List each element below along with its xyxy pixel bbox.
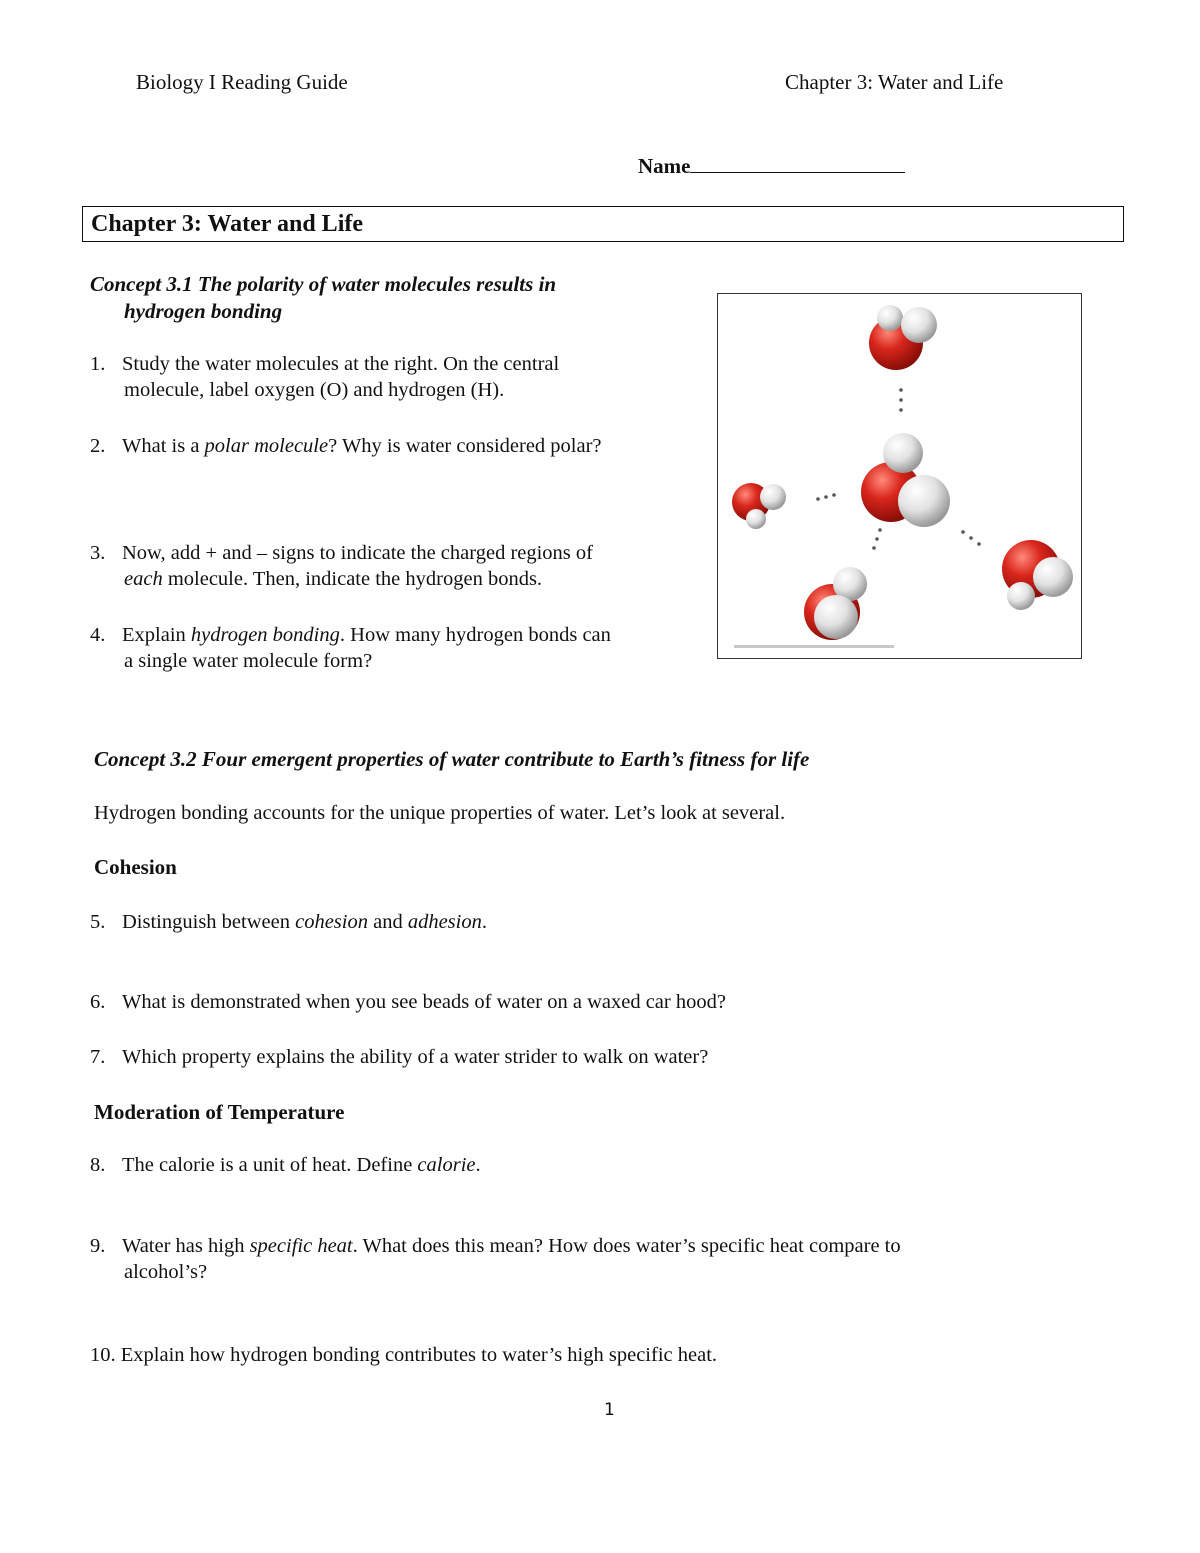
q9-line2: alcohol’s?: [124, 1261, 208, 1283]
q9-term: specific heat: [249, 1235, 353, 1257]
question-5: [90, 911, 487, 934]
question-2: [90, 435, 602, 458]
q3-term: each: [124, 568, 163, 590]
q8-pre: The calorie is a unit of heat. Define: [122, 1154, 418, 1176]
q5-mid: and: [367, 911, 408, 933]
q2-pre: What is a: [122, 435, 205, 457]
water-molecule-central: [861, 433, 950, 527]
header-left: Biology I Reading Guide: [136, 70, 348, 94]
question-7: [90, 1046, 708, 1069]
copyright-line: [734, 645, 894, 648]
q7-number: 7.: [90, 1046, 106, 1068]
q9-pre: Water has high: [122, 1235, 250, 1257]
chapter-title: Chapter 3: Water and Life: [91, 211, 364, 237]
cohesion-heading: Cohesion: [94, 855, 177, 879]
q6-number: 6.: [90, 991, 106, 1013]
water-molecule-right: [1002, 540, 1073, 610]
q3-line2: molecule. Then, indicate the hydrogen bonds.: [162, 568, 543, 590]
hydrogen-bond-dots-top: [899, 388, 903, 412]
hydrogen-bond-dots-bottom: [872, 528, 882, 550]
q4-post: . How many hydrogen bonds can: [339, 624, 611, 646]
q10-text: Explain how hydrogen bonding contributes to water’s high specific heat.: [120, 1344, 718, 1366]
concept-3-1-heading: [90, 272, 556, 324]
q3-line1: Now, add + and – signs to indicate the charged regions of: [122, 542, 593, 564]
q9-post: . What does this mean? How does water’s specific heat compare to: [352, 1235, 901, 1257]
q8-number: 8.: [90, 1154, 106, 1176]
question-1: [90, 353, 559, 402]
q5-pre: Distinguish between: [122, 911, 296, 933]
q4-term: hydrogen bonding: [190, 624, 340, 646]
q3-number: 3.: [90, 542, 106, 564]
q4-number: 4.: [90, 624, 106, 646]
q8-term: calorie: [417, 1154, 476, 1176]
name-blank[interactable]: [690, 152, 905, 173]
question-9: [90, 1235, 901, 1284]
water-molecule-bottom: [804, 567, 867, 640]
question-6: [90, 991, 726, 1014]
q2-number: 2.: [90, 435, 106, 457]
q5-number: 5.: [90, 911, 106, 933]
q6-text: What is demonstrated when you see beads of water on a waxed car hood?: [122, 991, 726, 1013]
water-molecules-illustration: [718, 294, 1081, 658]
question-8: [90, 1154, 481, 1177]
concept-3-1-line2: hydrogen bonding: [124, 299, 283, 323]
page-number: 1: [604, 1400, 615, 1420]
q1-line2: molecule, label oxygen (O) and hydrogen (H).: [124, 379, 505, 401]
question-4: [90, 624, 611, 673]
water-molecules-figure: [717, 293, 1082, 659]
water-molecule-left: [732, 483, 786, 529]
q8-post: .: [475, 1154, 481, 1176]
q2-post: ? Why is water considered polar?: [328, 435, 602, 457]
name-field[interactable]: [638, 152, 905, 179]
concept-3-2-heading: Concept 3.2 Four emergent properties of water contribute to Earth’s fitness for life: [94, 747, 810, 771]
concept-3-1-line1: Concept 3.1 The polarity of water molecules results in: [90, 272, 557, 296]
q5-post: .: [481, 911, 487, 933]
header-right: Chapter 3: Water and Life: [785, 70, 1004, 94]
q5-term2: adhesion: [407, 911, 482, 933]
name-label: Name: [638, 154, 691, 178]
q4-line2: a single water molecule form?: [124, 650, 373, 672]
q1-line1: Study the water molecules at the right. On the central: [122, 353, 560, 375]
intro-text: Hydrogen bonding accounts for the unique properties of water. Let’s look at several.: [94, 802, 786, 824]
q2-term: polar molecule: [204, 435, 329, 457]
q7-text: Which property explains the ability of a water strider to walk on water?: [122, 1046, 709, 1068]
q4-pre: Explain: [122, 624, 191, 646]
q1-number: 1.: [90, 353, 106, 375]
water-molecule-top: [869, 305, 937, 370]
chapter-title-box: [82, 206, 1124, 242]
q5-term1: cohesion: [295, 911, 368, 933]
q10-number: 10.: [90, 1344, 116, 1366]
question-3: [90, 542, 593, 591]
hydrogen-bond-dots-left: [816, 493, 836, 501]
hydrogen-bond-dots-right: [961, 530, 981, 546]
question-10: [90, 1344, 717, 1367]
temperature-heading: Moderation of Temperature: [94, 1100, 345, 1124]
q9-number: 9.: [90, 1235, 106, 1257]
